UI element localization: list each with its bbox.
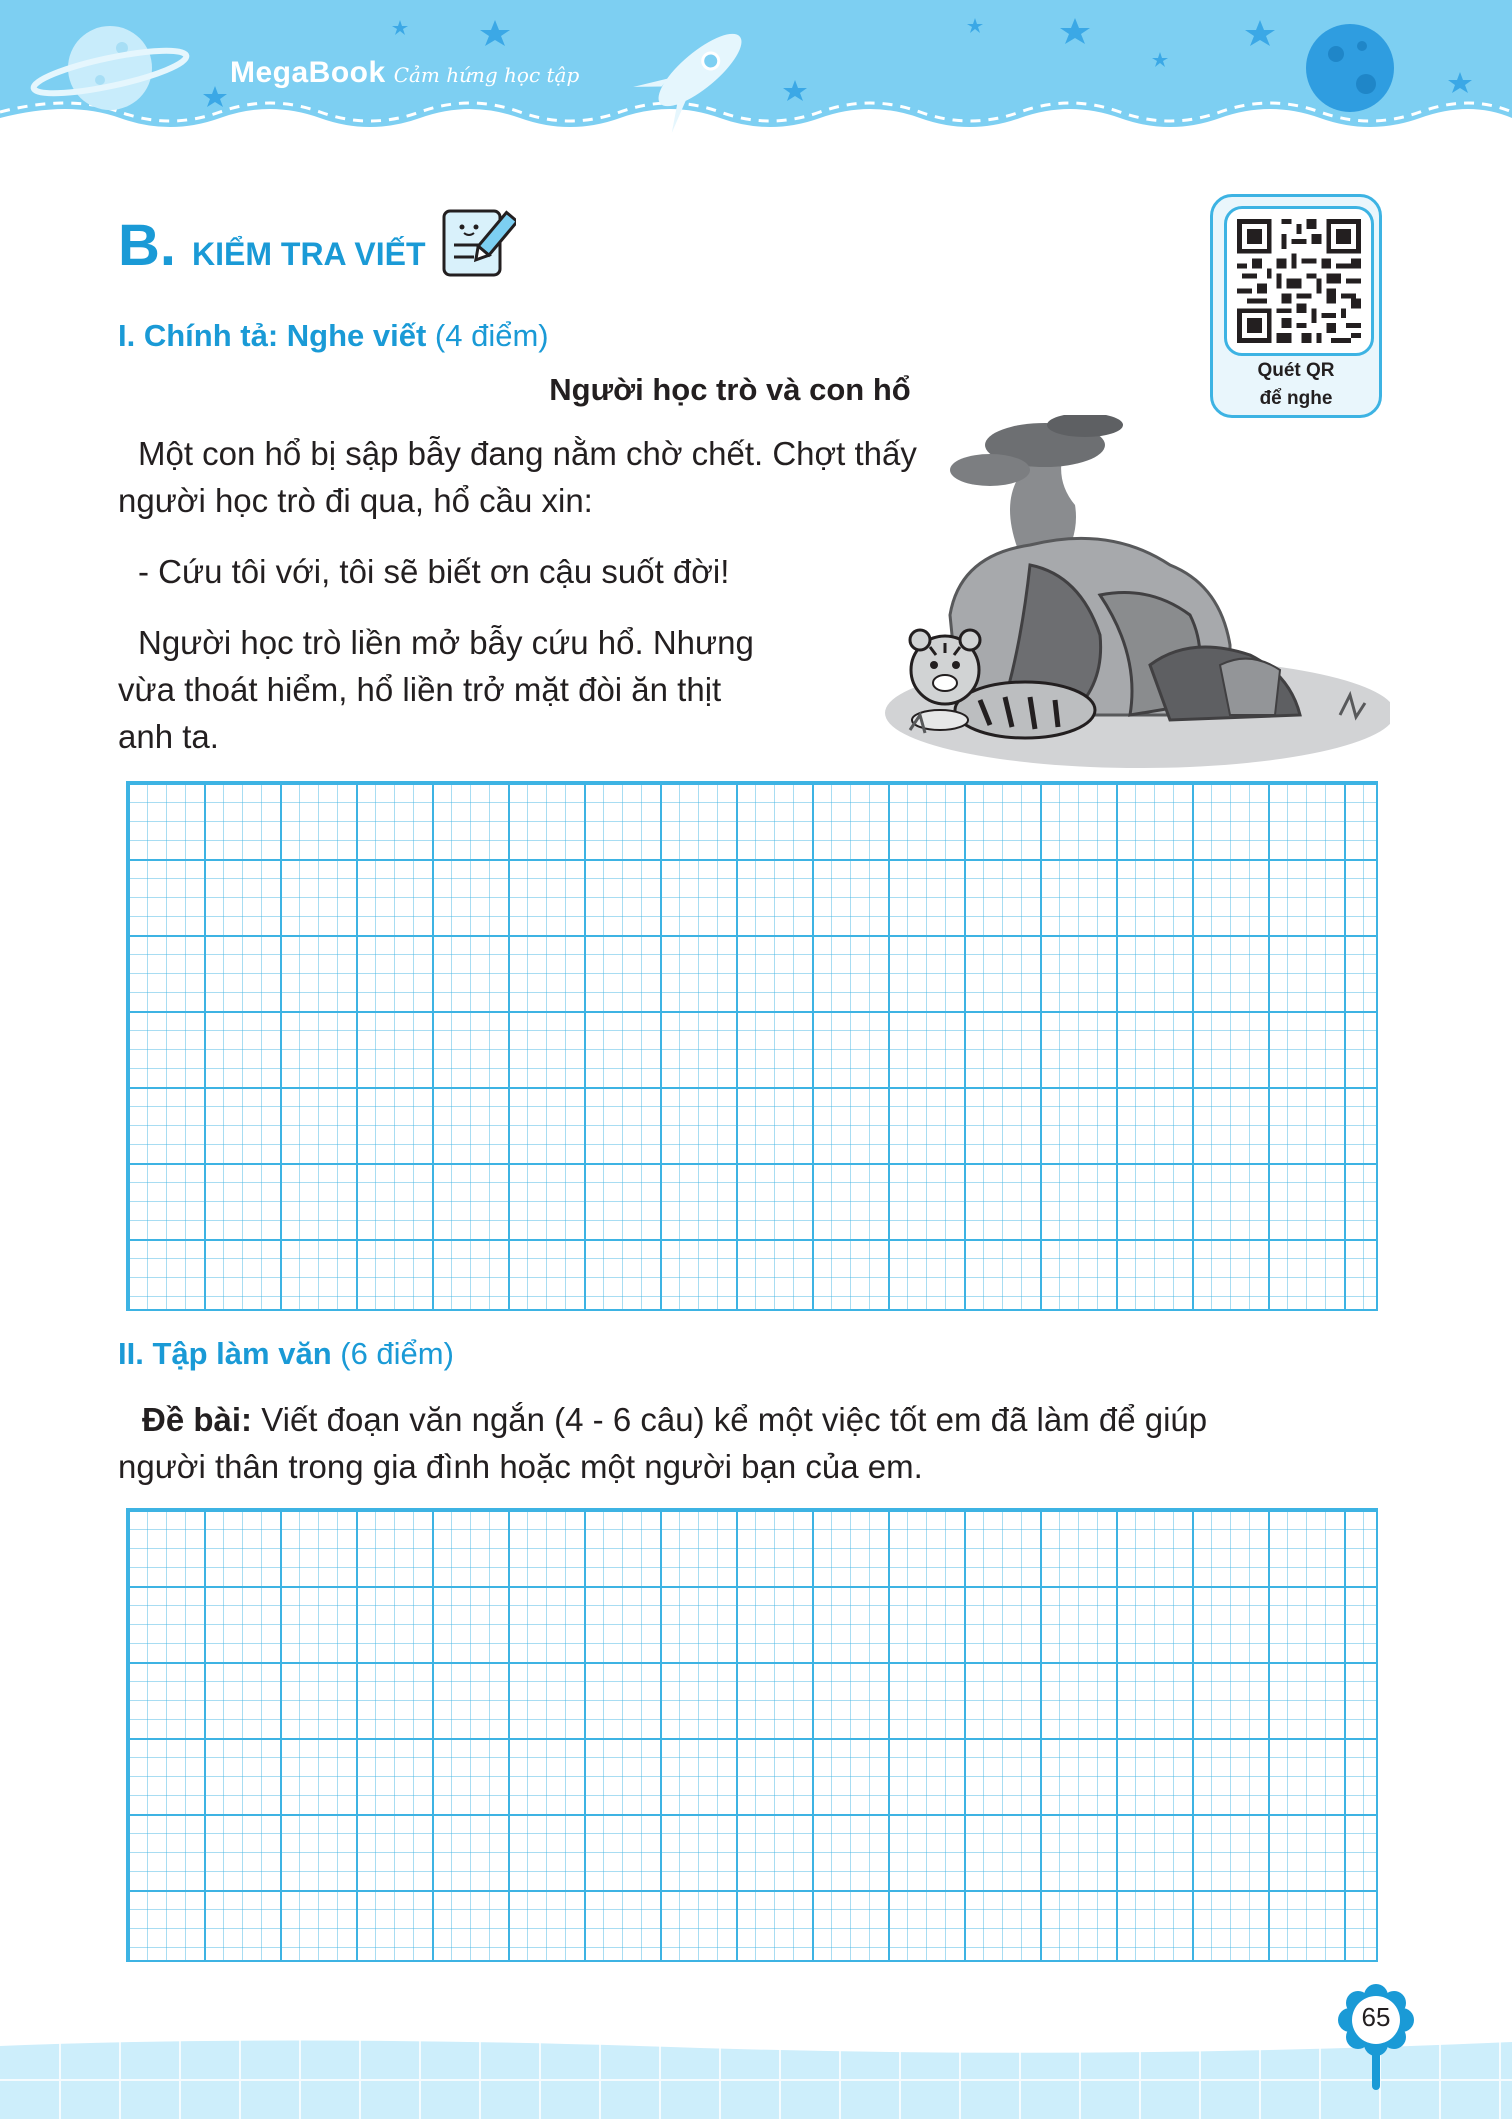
pencil-notepad-icon bbox=[440, 203, 516, 281]
story-p1-line2: người học trò đi qua, hổ cầu xin: bbox=[118, 482, 593, 519]
essay-writing-grid[interactable] bbox=[126, 1508, 1378, 1962]
story-p1-line1: Một con hổ bị sập bẫy đang nằm chờ chết. Chợt thấy bbox=[138, 435, 917, 472]
brand-slogan: Cảm hứng học tập bbox=[393, 63, 580, 87]
story-paragraph-3 bbox=[118, 619, 754, 760]
part1-heading bbox=[118, 318, 549, 354]
section-letter: B. bbox=[118, 213, 176, 278]
part1-heading-title: I. Chính tả: Nghe viết bbox=[118, 318, 427, 353]
story-p3-line1: Người học trò liền mở bẫy cứu hổ. Nhưng bbox=[138, 624, 754, 661]
tiger-rocks-tree-illustration bbox=[870, 415, 1390, 785]
essay-prompt bbox=[118, 1396, 1207, 1490]
moon-icon bbox=[1306, 24, 1394, 112]
essay-prompt-line1 bbox=[118, 1396, 1207, 1443]
dictation-writing-grid[interactable] bbox=[126, 781, 1378, 1311]
story-p3-line2: vừa thoát hiểm, hổ liền trở mặt đòi ăn thịt bbox=[118, 671, 722, 708]
essay-prompt-label: Đề bài: bbox=[142, 1401, 253, 1438]
qr-label-line2: để nghe bbox=[1259, 388, 1333, 409]
qr-code[interactable] bbox=[1224, 206, 1374, 356]
brand bbox=[230, 56, 579, 90]
section-title bbox=[118, 212, 425, 279]
story-title: Người học trò và con hổ bbox=[549, 372, 911, 407]
page-number-flower-icon bbox=[1336, 1982, 1416, 2092]
part2-heading bbox=[118, 1336, 454, 1372]
header-banner bbox=[0, 0, 1512, 150]
qr-label-line1: Quét QR bbox=[1257, 360, 1335, 381]
part2-heading-points: (6 điểm) bbox=[340, 1336, 454, 1371]
page-number: 65 bbox=[1361, 2002, 1391, 2032]
part1-heading-points: (4 điểm) bbox=[434, 318, 549, 353]
story-p3-line3: anh ta. bbox=[118, 718, 219, 755]
page-header bbox=[0, 0, 1512, 150]
story-paragraph-2: - Cứu tôi với, tôi sẽ biết ơn cậu suốt đời! bbox=[138, 553, 730, 590]
essay-prompt-text: Viết đoạn văn ngắn (4 - 6 câu) kể một việc tốt em đã làm để giúp bbox=[261, 1401, 1208, 1438]
essay-prompt-line2: người thân trong gia đình hoặc một người bạn của em. bbox=[118, 1448, 923, 1485]
part2-heading-title: II. Tập làm văn bbox=[118, 1336, 332, 1371]
brand-logo: MegaBook bbox=[230, 56, 386, 89]
qr-code-icon bbox=[1237, 219, 1361, 343]
section-heading: KIỂM TRA VIẾT bbox=[192, 236, 426, 272]
footer-band bbox=[0, 2030, 1512, 2119]
story-paragraph-1 bbox=[118, 430, 917, 524]
